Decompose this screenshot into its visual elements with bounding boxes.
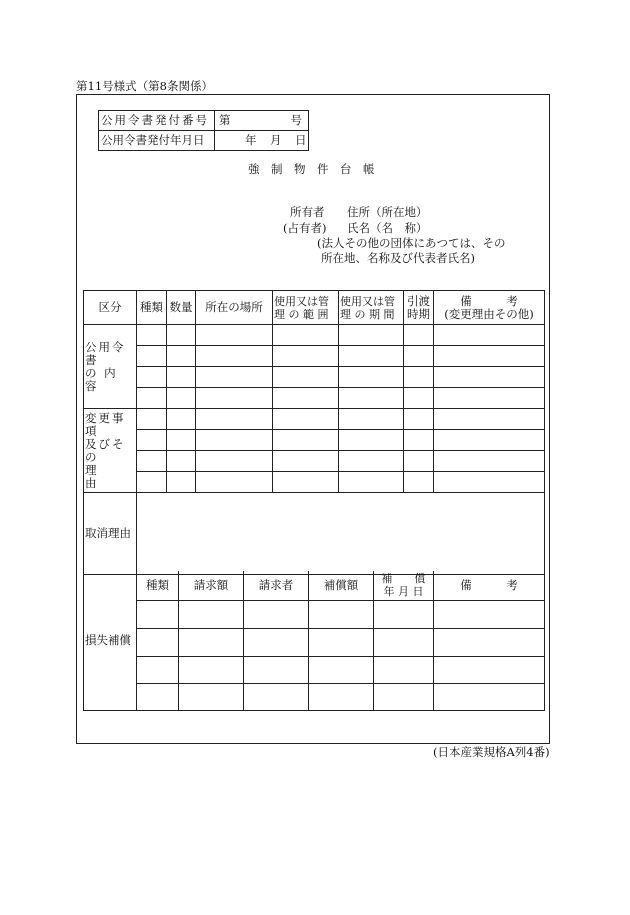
table-cell[interactable] xyxy=(167,409,196,430)
name-label: 氏名（名 称） xyxy=(347,221,428,235)
table-cell[interactable] xyxy=(137,409,167,430)
issue-date-field[interactable] xyxy=(215,131,309,151)
table-cell[interactable] xyxy=(273,430,339,451)
table-cell[interactable] xyxy=(339,388,404,409)
table-cell[interactable] xyxy=(434,656,545,683)
table-cell[interactable] xyxy=(196,451,273,472)
header-remarks-line1: 備 考 xyxy=(460,293,518,308)
table-cell[interactable] xyxy=(273,346,339,367)
table-cell[interactable] xyxy=(434,451,545,472)
compensation-table xyxy=(83,571,545,711)
table-cell[interactable] xyxy=(196,367,273,388)
header-remarks xyxy=(434,291,545,325)
table-cell[interactable] xyxy=(196,325,273,346)
section-compensation: 損失補償 xyxy=(84,571,137,710)
table-cell[interactable] xyxy=(167,451,196,472)
table-cell[interactable] xyxy=(167,430,196,451)
table-cell[interactable] xyxy=(434,472,545,493)
table-cell[interactable] xyxy=(179,628,244,656)
table-cell[interactable] xyxy=(179,600,244,628)
table-cell[interactable] xyxy=(404,388,434,409)
table-cell[interactable] xyxy=(339,472,404,493)
table-cell[interactable] xyxy=(179,683,244,710)
section-change-line2: 及びその xyxy=(85,436,126,464)
table-cell[interactable] xyxy=(179,656,244,683)
table-cell[interactable] xyxy=(167,325,196,346)
table-cell[interactable] xyxy=(196,472,273,493)
table-cell[interactable] xyxy=(434,430,545,451)
table-cell[interactable] xyxy=(374,683,434,710)
section-order-line2: の 内 容 xyxy=(85,365,118,393)
comp-header-type: 種類 xyxy=(137,571,179,600)
table-cell[interactable] xyxy=(434,683,545,710)
table-cell[interactable] xyxy=(309,656,374,683)
occupant-label: (占有者) xyxy=(283,221,327,235)
issue-number-prefix: 第 xyxy=(219,113,231,127)
table-cell[interactable] xyxy=(339,409,404,430)
table-cell[interactable] xyxy=(374,656,434,683)
section-change-line1: 変更事項 xyxy=(85,410,126,438)
header-period xyxy=(339,291,404,325)
header-category: 区分 xyxy=(84,291,137,325)
table-cell[interactable] xyxy=(196,409,273,430)
table-cell[interactable] xyxy=(137,346,167,367)
table-cell[interactable] xyxy=(434,346,545,367)
table-cell[interactable] xyxy=(273,451,339,472)
header-handover-line2: 時期 xyxy=(407,306,430,321)
address-label: 住所（所在地） xyxy=(347,205,428,219)
table-cell[interactable] xyxy=(434,367,545,388)
issue-number-label: 公用令書発付番号 xyxy=(99,111,215,131)
table-cell[interactable] xyxy=(167,472,196,493)
table-cell[interactable] xyxy=(404,472,434,493)
table-cell[interactable] xyxy=(244,683,309,710)
form-number: 第11号様式（第8条関係） xyxy=(76,79,213,93)
header-handover-line1: 引渡 xyxy=(407,293,430,308)
header-scope-line2: 理 の 範 囲 xyxy=(274,307,329,321)
section-change-line3: 理 由 xyxy=(85,462,126,490)
document-title: 強 制 物 件 台 帳 xyxy=(248,162,375,176)
cancel-reason-field[interactable] xyxy=(137,493,545,575)
table-cell[interactable] xyxy=(137,628,179,656)
table-cell[interactable] xyxy=(137,430,167,451)
table-cell[interactable] xyxy=(434,628,545,656)
issue-date-label: 公用令書発付年月日 xyxy=(99,131,215,151)
table-cell[interactable] xyxy=(434,409,545,430)
comp-header-comp-date-line2: 年 月 日 xyxy=(383,585,424,599)
section-cancel: 取消理由 xyxy=(84,493,137,575)
owner-note-line1: (法人その他の団体にあつては、その xyxy=(317,236,506,250)
comp-header-comp-amount: 補償額 xyxy=(309,571,374,600)
header-scope-line1: 使用又は管 xyxy=(274,294,329,308)
table-cell[interactable] xyxy=(339,430,404,451)
table-cell[interactable] xyxy=(273,367,339,388)
table-cell[interactable] xyxy=(339,346,404,367)
comp-header-claim-amount: 請求額 xyxy=(179,571,244,600)
owner-label: 所有者 xyxy=(290,205,325,219)
table-cell[interactable] xyxy=(434,325,545,346)
issue-date-day: 日 xyxy=(295,133,307,147)
table-cell[interactable] xyxy=(273,409,339,430)
table-cell[interactable] xyxy=(167,388,196,409)
table-cell[interactable] xyxy=(309,683,374,710)
table-cell[interactable] xyxy=(137,388,167,409)
table-cell[interactable] xyxy=(196,388,273,409)
table-cell[interactable] xyxy=(404,409,434,430)
comp-header-comp-date xyxy=(374,571,434,600)
table-cell[interactable] xyxy=(404,451,434,472)
section-changes xyxy=(84,409,137,493)
section-order-line1: 公用令書 xyxy=(85,339,126,367)
header-handover xyxy=(404,291,434,325)
header-quantity: 数量 xyxy=(167,291,196,325)
issue-date-year: 年 xyxy=(245,133,257,147)
table-cell[interactable] xyxy=(244,600,309,628)
comp-header-remarks: 備 考 xyxy=(434,571,545,600)
table-cell[interactable] xyxy=(374,600,434,628)
table-cell[interactable] xyxy=(137,451,167,472)
table-cell[interactable] xyxy=(137,656,179,683)
table-cell[interactable] xyxy=(309,628,374,656)
header-location: 所在の場所 xyxy=(196,291,273,325)
header-period-line2: 理 の 期 間 xyxy=(340,307,395,321)
issue-date-month: 月 xyxy=(270,133,282,147)
table-cell[interactable] xyxy=(309,600,374,628)
header-scope xyxy=(273,291,339,325)
section-order-contents xyxy=(84,325,137,409)
table-cell[interactable] xyxy=(137,325,167,346)
owner-note-line2: 所在地、名称及び代表者氏名) xyxy=(321,251,475,265)
table-cell[interactable] xyxy=(404,346,434,367)
table-cell[interactable] xyxy=(137,600,179,628)
header-period-line1: 使用又は管 xyxy=(340,294,395,308)
table-cell[interactable] xyxy=(137,683,179,710)
table-cell[interactable] xyxy=(196,430,273,451)
table-cell[interactable] xyxy=(434,600,545,628)
table-cell[interactable] xyxy=(339,451,404,472)
issue-box xyxy=(98,110,309,151)
table-cell[interactable] xyxy=(137,472,167,493)
issue-number-suffix: 号 xyxy=(290,113,302,127)
table-cell[interactable] xyxy=(339,367,404,388)
header-remarks-line2: (変更理由その他) xyxy=(444,306,534,321)
footer-standard: (日本産業規格A列4番) xyxy=(433,745,550,759)
table-cell[interactable] xyxy=(244,656,309,683)
header-type: 種類 xyxy=(137,291,167,325)
table-cell[interactable] xyxy=(434,388,545,409)
table-cell[interactable] xyxy=(374,628,434,656)
table-cell[interactable] xyxy=(404,325,434,346)
issue-number-field[interactable] xyxy=(215,111,309,131)
table-cell[interactable] xyxy=(196,346,273,367)
main-table xyxy=(83,290,545,575)
table-cell[interactable] xyxy=(339,325,404,346)
table-cell[interactable] xyxy=(167,346,196,367)
table-cell[interactable] xyxy=(273,325,339,346)
table-cell[interactable] xyxy=(404,430,434,451)
table-cell[interactable] xyxy=(244,628,309,656)
table-cell[interactable] xyxy=(167,367,196,388)
table-cell[interactable] xyxy=(137,367,167,388)
table-cell[interactable] xyxy=(273,472,339,493)
comp-header-claimant: 請求者 xyxy=(244,571,309,600)
table-cell[interactable] xyxy=(273,388,339,409)
comp-header-comp-date-line1: 補 償 xyxy=(381,572,426,586)
table-cell[interactable] xyxy=(404,367,434,388)
